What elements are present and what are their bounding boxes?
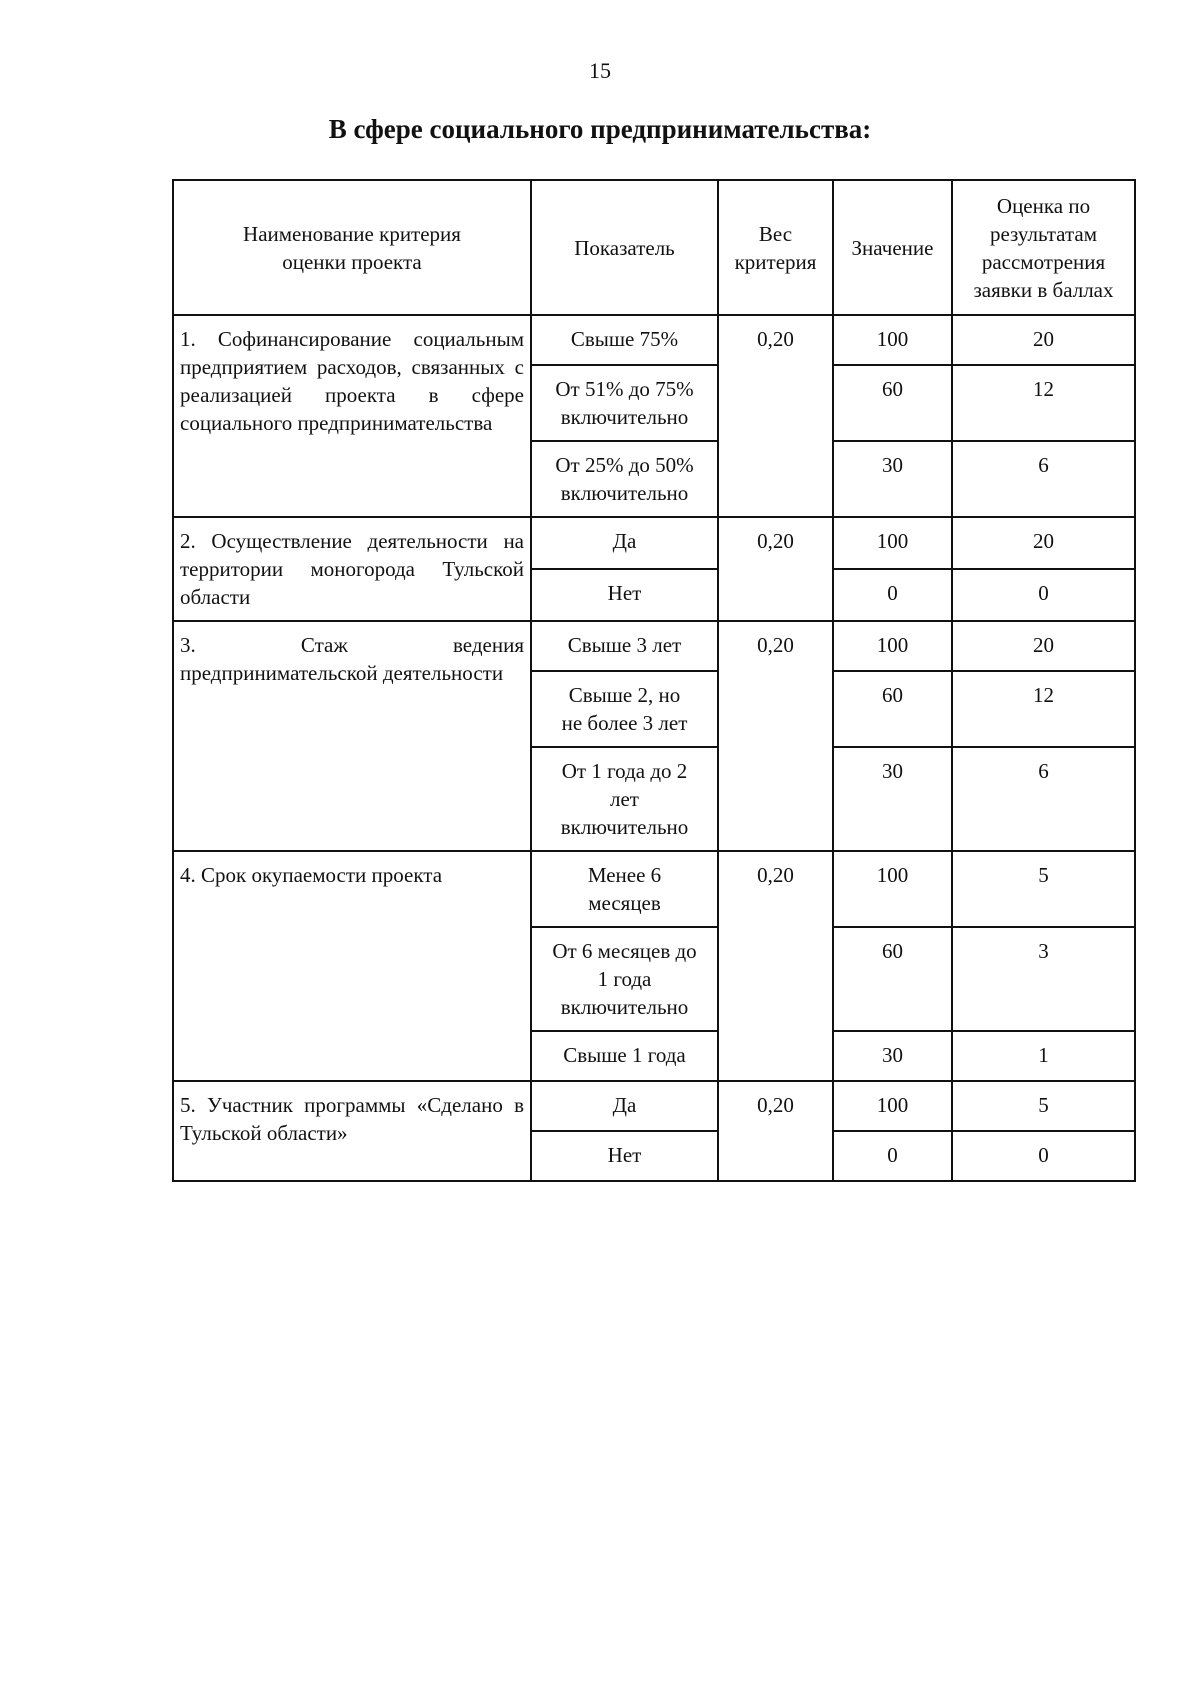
value-cell: 30 <box>833 441 952 517</box>
score-cell: 3 <box>952 927 1135 1031</box>
weight-cell: 0,20 <box>718 315 833 517</box>
indicator-cell: От 6 месяцев до 1 года включительно <box>531 927 718 1031</box>
indicator-cell: Нет <box>531 1131 718 1181</box>
weight-cell: 0,20 <box>718 851 833 1081</box>
criterion-name: 2. Осуществление деятельности на территории моногорода Тульской области <box>173 517 531 621</box>
indicator-cell: Менее 6 месяцев <box>531 851 718 927</box>
score-cell: 20 <box>952 517 1135 569</box>
score-cell: 0 <box>952 569 1135 621</box>
page-number: 15 <box>589 58 611 83</box>
indicator-cell: Да <box>531 517 718 569</box>
score-cell: 20 <box>952 315 1135 365</box>
value-cell: 60 <box>833 927 952 1031</box>
value-cell: 100 <box>833 621 952 671</box>
indicator-cell: От 25% до 50% включительно <box>531 441 718 517</box>
value-cell: 60 <box>833 365 952 441</box>
table-row <box>173 315 1135 365</box>
score-cell: 20 <box>952 621 1135 671</box>
score-cell: 0 <box>952 1131 1135 1181</box>
score-cell: 12 <box>952 671 1135 747</box>
table-header-row <box>173 180 1135 315</box>
value-cell: 60 <box>833 671 952 747</box>
score-cell: 12 <box>952 365 1135 441</box>
indicator-cell: Свыше 75% <box>531 315 718 365</box>
indicator-cell: От 51% до 75% включительно <box>531 365 718 441</box>
value-cell: 100 <box>833 315 952 365</box>
indicator-cell: Нет <box>531 569 718 621</box>
value-cell: 30 <box>833 747 952 851</box>
value-cell: 30 <box>833 1031 952 1081</box>
indicator-cell: Свыше 1 года <box>531 1031 718 1081</box>
table-row <box>173 851 1135 927</box>
score-cell: 5 <box>952 1081 1135 1131</box>
criterion-name: 1. Софинансирование социальным предприятием расходов, связанных с реализацией проекта в сфере социального предпринимательства <box>173 315 531 517</box>
value-cell: 100 <box>833 851 952 927</box>
score-cell: 6 <box>952 747 1135 851</box>
page-title: В сфере социального предпринимательства: <box>328 114 872 144</box>
indicator-cell: Свыше 2, но не более 3 лет <box>531 671 718 747</box>
value-cell: 0 <box>833 1131 952 1181</box>
table-row <box>173 621 1135 671</box>
header-weight: Вес критерия <box>718 180 833 315</box>
header-indicator: Показатель <box>531 180 718 315</box>
weight-cell: 0,20 <box>718 1081 833 1181</box>
header-score: Оценка по результатам рассмотрения заявки в баллах <box>952 180 1135 315</box>
score-cell: 1 <box>952 1031 1135 1081</box>
table-row <box>173 1081 1135 1131</box>
criterion-name: 4. Срок окупаемости проекта <box>173 851 531 1081</box>
score-cell: 5 <box>952 851 1135 927</box>
weight-cell: 0,20 <box>718 517 833 621</box>
criterion-name: 5. Участник программы «Сделано в Тульской области» <box>173 1081 531 1181</box>
table-row <box>173 517 1135 569</box>
header-criterion-name: Наименование критерия оценки проекта <box>173 180 531 315</box>
weight-cell: 0,20 <box>718 621 833 851</box>
value-cell: 100 <box>833 517 952 569</box>
criteria-table <box>172 179 1136 1182</box>
header-value: Значение <box>833 180 952 315</box>
value-cell: 0 <box>833 569 952 621</box>
indicator-cell: От 1 года до 2 лет включительно <box>531 747 718 851</box>
criterion-name: 3. Стаж ведения предпринимательской деятельности <box>173 621 531 851</box>
indicator-cell: Свыше 3 лет <box>531 621 718 671</box>
score-cell: 6 <box>952 441 1135 517</box>
value-cell: 100 <box>833 1081 952 1131</box>
indicator-cell: Да <box>531 1081 718 1131</box>
